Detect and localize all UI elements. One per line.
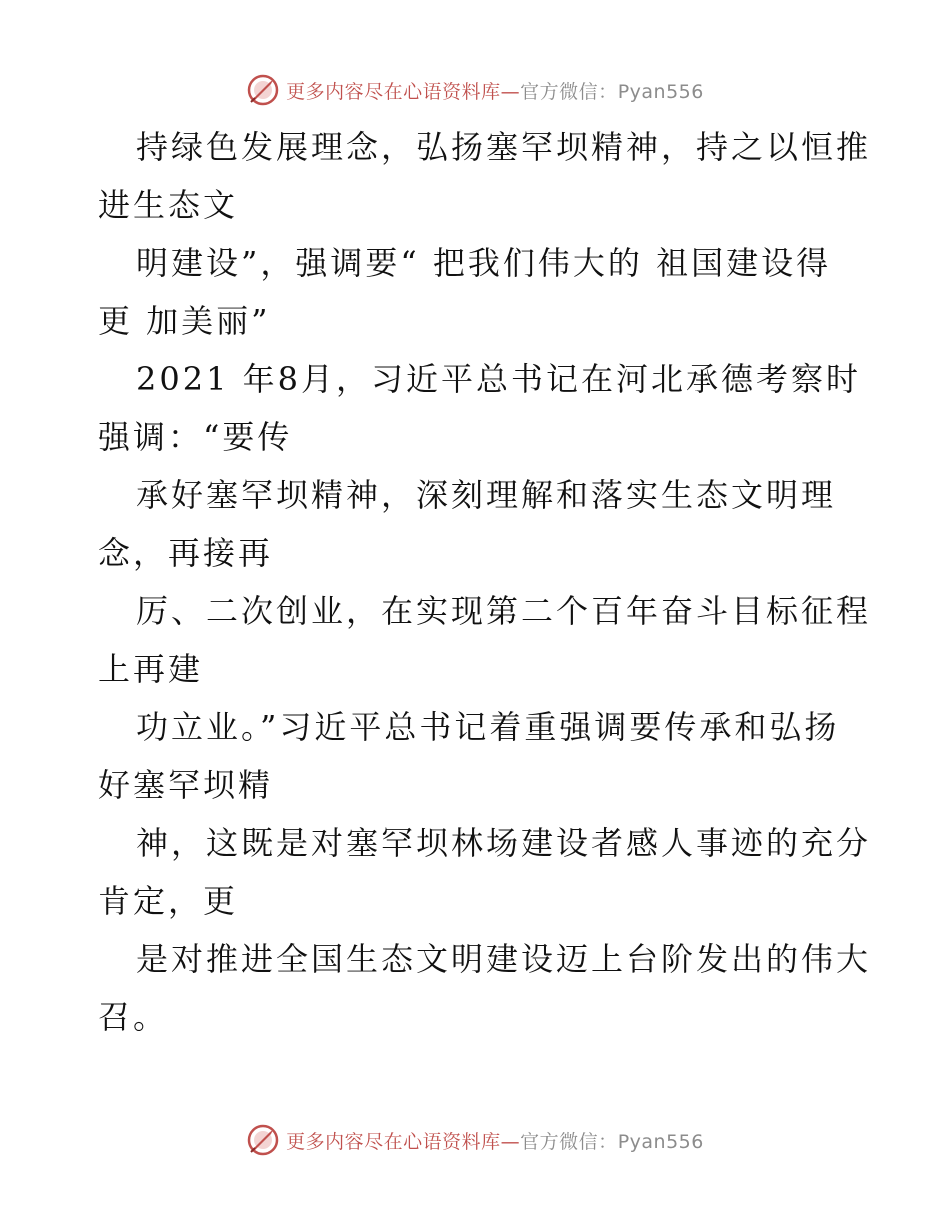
watermark-id: Pyan556 — [617, 1130, 704, 1153]
header-watermark — [0, 70, 950, 110]
quill-pen-logo-icon — [246, 73, 280, 107]
watermark-text — [286, 77, 704, 104]
body-line: 功立业。”习近平总书记着重强调要传承和弘扬 — [136, 708, 840, 746]
body-line: 好塞罕坝精 — [98, 766, 274, 804]
body-line: 明建设”，强调要“ 把我们伟大的 祖国建设得 — [136, 244, 832, 282]
watermark-dash: — — [500, 1130, 521, 1153]
body-line: 持绿色发展理念，弘扬塞罕坝精神，持之以恒推 — [136, 128, 872, 166]
body-line: 2021 年8月，习近平总书记在河北承德考察时 — [136, 360, 861, 398]
watermark-main: 更多内容尽在心语资料库 — [286, 1130, 501, 1153]
watermark-label: 官方微信： — [520, 80, 618, 103]
watermark-text — [286, 1127, 704, 1154]
document-body — [98, 118, 872, 1046]
body-line: 更 加美丽” — [98, 302, 271, 340]
body-line: 念，再接再 — [98, 534, 274, 572]
footer-watermark — [0, 1120, 950, 1160]
body-line: 肯定，更 — [98, 882, 239, 920]
body-line: 是对推进全国生态文明建设迈上台阶发出的伟大 — [136, 940, 872, 978]
body-line: 进生态文 — [98, 186, 239, 224]
watermark-main: 更多内容尽在心语资料库 — [286, 80, 501, 103]
watermark-dash: — — [500, 80, 521, 103]
watermark-id: Pyan556 — [617, 80, 704, 103]
body-line: 召。 — [98, 998, 169, 1036]
body-line: 厉、二次创业，在实现第二个百年奋斗目标征程 — [136, 592, 872, 630]
body-line: 神，这既是对塞罕坝林场建设者感人事迹的充分 — [136, 824, 872, 862]
body-line: 承好塞罕坝精神，深刻理解和落实生态文明理 — [136, 476, 837, 514]
watermark-label: 官方微信： — [520, 1130, 618, 1153]
quill-pen-logo-icon — [246, 1123, 280, 1157]
body-line: 强调：“要传 — [98, 418, 293, 456]
body-line: 上再建 — [98, 650, 204, 688]
